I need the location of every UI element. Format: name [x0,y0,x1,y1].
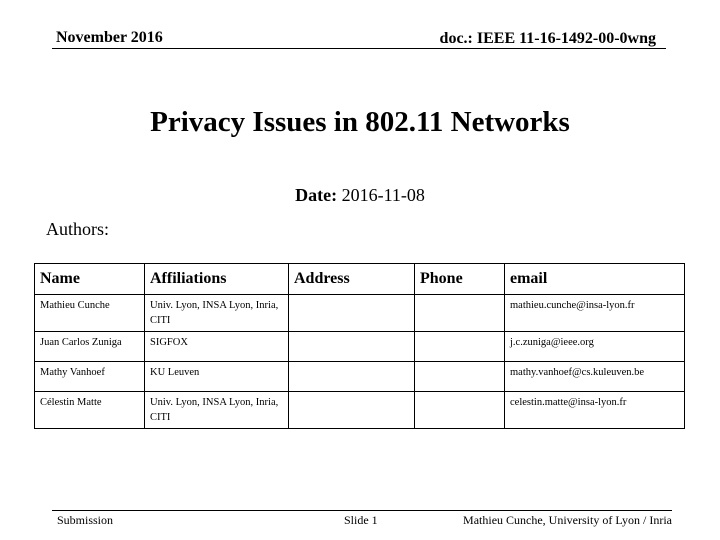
author-name: Mathy Vanhoef [35,362,145,392]
footer-divider [52,510,672,511]
table-row [35,332,685,362]
author-name: Mathieu Cunche [35,295,145,332]
author-email: j.c.zuniga@ieee.org [505,332,685,362]
footer-submission: Submission [57,513,114,527]
author-address [289,295,415,332]
author-address [289,362,415,392]
authors-table [34,263,685,429]
header-doc-id: doc.: IEEE 11-16-1492-00-0wng [439,30,656,47]
author-email: mathy.vanhoef@cs.kuleuven.be [505,362,685,392]
date-label: Date: [295,185,338,205]
column-header-address: Address [289,264,415,295]
footer-slide-number: Slide 1 [344,513,378,527]
header-date: November 2016 [56,29,163,46]
table-row [35,295,685,332]
date-value: 2016-11-08 [341,185,425,205]
header-divider [52,48,666,49]
authors-table-header-row [35,264,685,295]
slide-title: Privacy Issues in 802.11 Networks [150,106,570,138]
table-row [35,392,685,429]
author-phone [415,332,505,362]
author-address [289,392,415,429]
author-phone [415,392,505,429]
author-email: mathieu.cunche@insa-lyon.fr [505,295,685,332]
table-row [35,362,685,392]
author-phone [415,362,505,392]
author-affiliation: Univ. Lyon, INSA Lyon, Inria, CITI [145,392,289,429]
author-address [289,332,415,362]
authors-label: Authors: [46,219,109,239]
author-affiliation: SIGFOX [145,332,289,362]
author-affiliation: Univ. Lyon, INSA Lyon, Inria, CITI [145,295,289,332]
column-header-name: Name [35,264,145,295]
author-phone [415,295,505,332]
author-name: Célestin Matte [35,392,145,429]
date-line [0,185,720,206]
author-email: celestin.matte@insa-lyon.fr [505,392,685,429]
column-header-affiliations: Affiliations [145,264,289,295]
footer-author: Mathieu Cunche, University of Lyon / Inria [463,513,672,527]
column-header-phone: Phone [415,264,505,295]
author-name: Juan Carlos Zuniga [35,332,145,362]
author-affiliation: KU Leuven [145,362,289,392]
column-header-email: email [505,264,685,295]
